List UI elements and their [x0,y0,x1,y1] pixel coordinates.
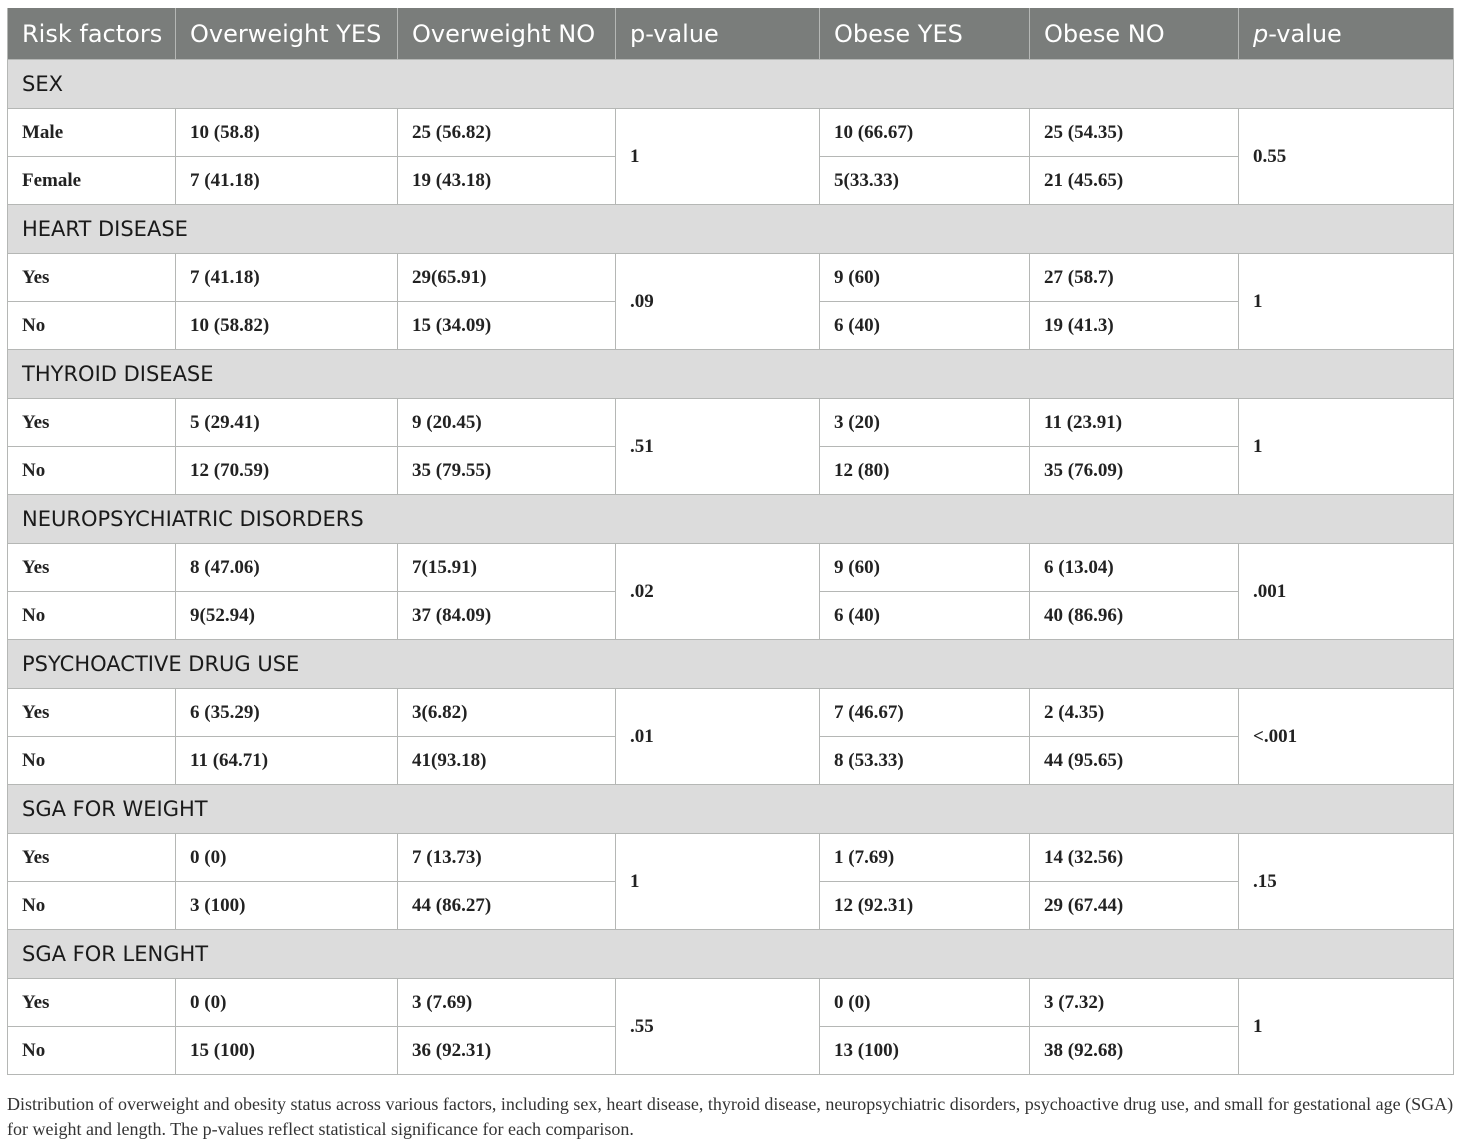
cell-overweight-yes: 9(52.94) [176,592,398,640]
cell-obese-yes: 12 (80) [820,447,1030,495]
row-label: No [8,1027,176,1075]
header-overweight-yes: Overweight YES [176,8,398,60]
cell-obese-no: 11 (23.91) [1030,399,1239,447]
cell-obese-yes: 7 (46.67) [820,689,1030,737]
cell-obese-no: 3 (7.32) [1030,979,1239,1027]
cell-p-value-overweight: .51 [616,399,820,495]
cell-obese-no: 25 (54.35) [1030,109,1239,157]
cell-obese-yes: 0 (0) [820,979,1030,1027]
cell-overweight-no: 7 (13.73) [398,834,616,882]
cell-overweight-no: 7(15.91) [398,544,616,592]
cell-obese-no: 27 (58.7) [1030,254,1239,302]
cell-overweight-yes: 7 (41.18) [176,157,398,205]
cell-overweight-yes: 7 (41.18) [176,254,398,302]
header-obese-yes: Obese YES [820,8,1030,60]
row-label: Yes [8,544,176,592]
cell-p-value-obese: 1 [1239,979,1454,1075]
group-title: HEART DISEASE [8,205,1454,254]
cell-p-value-obese: .001 [1239,544,1454,640]
table-row [8,834,1454,882]
cell-overweight-yes: 15 (100) [176,1027,398,1075]
cell-overweight-no: 37 (84.09) [398,592,616,640]
cell-obese-no: 29 (67.44) [1030,882,1239,930]
cell-overweight-yes: 10 (58.82) [176,302,398,350]
group-header-row [8,785,1454,834]
cell-overweight-yes: 0 (0) [176,979,398,1027]
row-label: Yes [8,399,176,447]
cell-obese-yes: 8 (53.33) [820,737,1030,785]
risk-factors-table-container [7,8,1453,1075]
table-row [8,109,1454,157]
cell-obese-yes: 5(33.33) [820,157,1030,205]
row-label: Yes [8,979,176,1027]
header-p-italic: p [1253,19,1269,48]
group-header-row [8,205,1454,254]
risk-factors-table [7,8,1454,1075]
cell-overweight-no: 15 (34.09) [398,302,616,350]
cell-overweight-no: 41(93.18) [398,737,616,785]
cell-overweight-no: 19 (43.18) [398,157,616,205]
cell-overweight-yes: 6 (35.29) [176,689,398,737]
cell-p-value-obese: 1 [1239,399,1454,495]
cell-overweight-no: 36 (92.31) [398,1027,616,1075]
cell-obese-no: 19 (41.3) [1030,302,1239,350]
cell-p-value-overweight: .01 [616,689,820,785]
cell-obese-no: 14 (32.56) [1030,834,1239,882]
header-p-rest: -value [1268,19,1342,48]
cell-overweight-no: 3(6.82) [398,689,616,737]
cell-p-value-overweight: .09 [616,254,820,350]
cell-p-value-overweight: 1 [616,109,820,205]
cell-obese-no: 38 (92.68) [1030,1027,1239,1075]
cell-obese-no: 35 (76.09) [1030,447,1239,495]
group-header-row [8,60,1454,109]
header-overweight-no: Overweight NO [398,8,616,60]
table-row [8,254,1454,302]
row-label: No [8,737,176,785]
cell-obese-yes: 12 (92.31) [820,882,1030,930]
header-obese-no: Obese NO [1030,8,1239,60]
row-label: No [8,882,176,930]
cell-overweight-no: 3 (7.69) [398,979,616,1027]
cell-obese-no: 6 (13.04) [1030,544,1239,592]
group-title: SGA FOR WEIGHT [8,785,1454,834]
cell-overweight-yes: 10 (58.8) [176,109,398,157]
table-row [8,979,1454,1027]
group-title: SGA FOR LENGHT [8,930,1454,979]
cell-p-value-overweight: 1 [616,834,820,930]
cell-overweight-yes: 3 (100) [176,882,398,930]
cell-obese-no: 44 (95.65) [1030,737,1239,785]
header-row [8,8,1454,60]
row-label: Female [8,157,176,205]
cell-p-value-obese: 1 [1239,254,1454,350]
cell-obese-yes: 9 (60) [820,544,1030,592]
row-label: No [8,592,176,640]
group-title: SEX [8,60,1454,109]
cell-p-value-obese: <.001 [1239,689,1454,785]
row-label: Male [8,109,176,157]
row-label: No [8,447,176,495]
cell-overweight-no: 44 (86.27) [398,882,616,930]
cell-overweight-no: 35 (79.55) [398,447,616,495]
row-label: No [8,302,176,350]
row-label: Yes [8,254,176,302]
cell-overweight-yes: 12 (70.59) [176,447,398,495]
cell-overweight-no: 29(65.91) [398,254,616,302]
cell-obese-yes: 6 (40) [820,592,1030,640]
cell-overweight-yes: 5 (29.41) [176,399,398,447]
header-risk-factors: Risk factors [8,8,176,60]
cell-overweight-no: 25 (56.82) [398,109,616,157]
group-title: THYROID DISEASE [8,350,1454,399]
header-p-value-overweight: p-value [616,8,820,60]
cell-obese-no: 2 (4.35) [1030,689,1239,737]
cell-obese-yes: 6 (40) [820,302,1030,350]
cell-obese-yes: 1 (7.69) [820,834,1030,882]
table-row [8,399,1454,447]
cell-overweight-no: 9 (20.45) [398,399,616,447]
cell-p-value-overweight: .02 [616,544,820,640]
table-row [8,544,1454,592]
row-label: Yes [8,834,176,882]
group-header-row [8,930,1454,979]
cell-obese-no: 40 (86.96) [1030,592,1239,640]
cell-overweight-yes: 8 (47.06) [176,544,398,592]
table-body [8,60,1454,1075]
cell-p-value-obese: 0.55 [1239,109,1454,205]
cell-p-value-overweight: .55 [616,979,820,1075]
group-header-row [8,495,1454,544]
header-p-value-obese [1239,8,1454,60]
table-row [8,689,1454,737]
cell-obese-no: 21 (45.65) [1030,157,1239,205]
cell-obese-yes: 13 (100) [820,1027,1030,1075]
cell-obese-yes: 3 (20) [820,399,1030,447]
cell-obese-yes: 10 (66.67) [820,109,1030,157]
group-title: PSYCHOACTIVE DRUG USE [8,640,1454,689]
table-footnote: Distribution of overweight and obesity status across various factors, including sex, heart disease, thyroid disease, neuropsychiatric disorders, psychoactive drug use, and small for gestational age (SGA) for weight and length. The p-values reflect statistical significance for each comparison. [7,1094,1454,1139]
cell-p-value-obese: .15 [1239,834,1454,930]
group-header-row [8,350,1454,399]
cell-obese-yes: 9 (60) [820,254,1030,302]
cell-overweight-yes: 11 (64.71) [176,737,398,785]
group-title: NEUROPSYCHIATRIC DISORDERS [8,495,1454,544]
group-header-row [8,640,1454,689]
cell-overweight-yes: 0 (0) [176,834,398,882]
row-label: Yes [8,689,176,737]
